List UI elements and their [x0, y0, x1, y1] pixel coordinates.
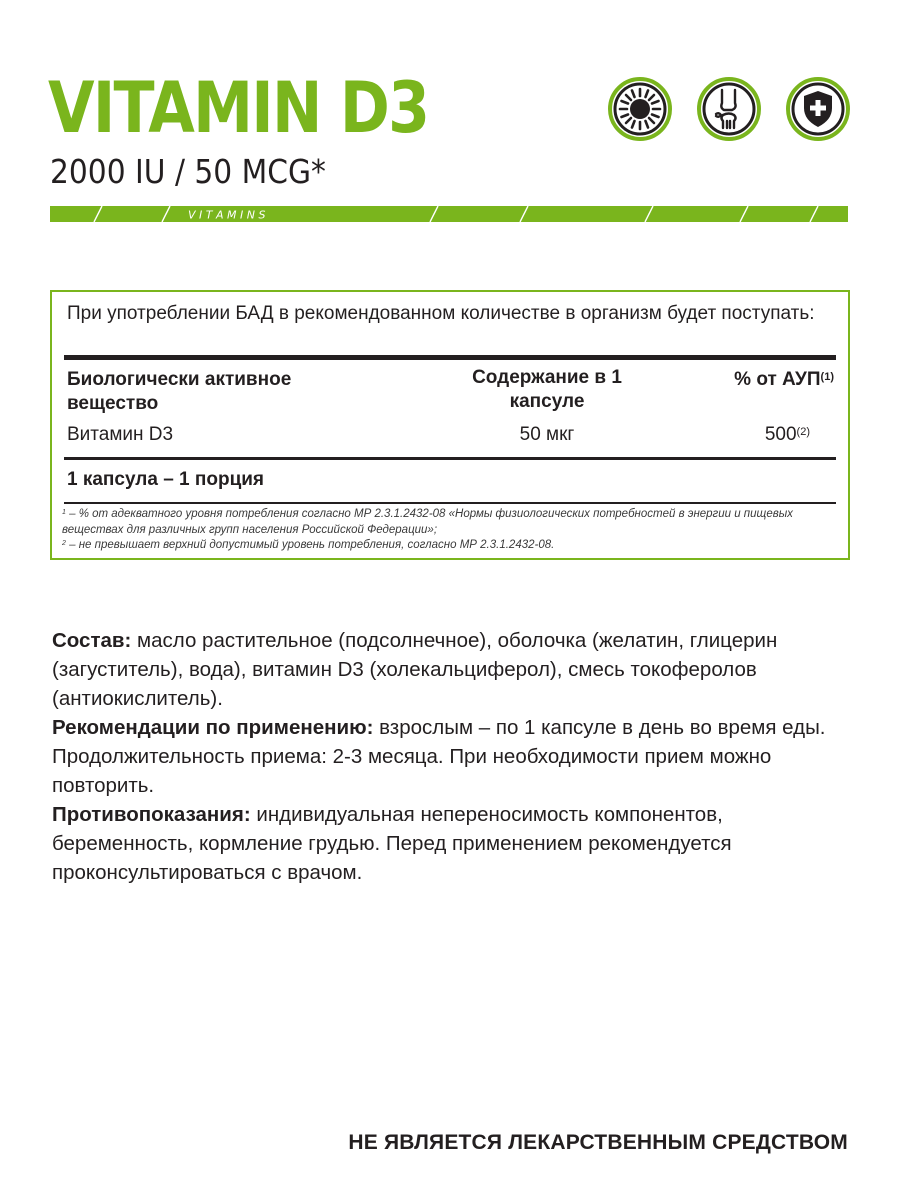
sun-icon	[607, 76, 673, 142]
table-cell-percent: 500$^{(2)}$	[764, 424, 810, 445]
product-description	[52, 626, 852, 887]
column-header-substance: Биологически активное вещество	[67, 369, 292, 414]
stripe-label: V I T A M I N S	[188, 208, 266, 222]
joint-icon	[696, 76, 762, 142]
usage-section	[52, 713, 852, 800]
product-title: VITAMIN D3	[48, 67, 429, 149]
footnote-ref: (2)	[796, 426, 810, 438]
divider	[64, 502, 836, 504]
composition-label: Состав:	[52, 629, 132, 652]
footnote-1: $^1$ – % от адекватного уровня потребления согласно МР 2.3.1.2432-08 «Нормы физиологических потребностей в энергии и пищевых веществах для различных групп населения Российской Федерации»;	[62, 508, 793, 536]
contraindications-section	[52, 800, 852, 887]
composition-text: масло растительное (подсолнечное), оболочка (желатин, глицерин (загуститель), вода), витамин D3 (холекальциферол), смесь токоферолов (антиокислитель).	[52, 629, 778, 710]
panel-intro: При употреблении БАД в рекомендованном количестве в организм будет поступать:	[67, 303, 815, 324]
divider	[64, 457, 836, 460]
footnote-2: $^2$ – не превышает верхний допустимый уровень потребления, согласно МР 2.3.1.2432-08.	[62, 539, 555, 551]
disclaimer: НЕ ЯВЛЯЕТСЯ ЛЕКАРСТВЕННЫМ СРЕДСТВОМ	[348, 1131, 848, 1154]
benefit-icons	[607, 76, 852, 142]
usage-text: взрослым – по 1 капсуле в день во время еды. Продолжительность приема: 2-3 месяца. При необходимости прием можно повторить.	[52, 716, 826, 797]
table-cell-amount: 50 мкг	[519, 424, 575, 445]
product-dosage: 2000 IU / 50 MCG*	[50, 152, 326, 191]
composition-section	[52, 626, 852, 713]
nutrition-panel	[50, 290, 850, 560]
shield-plus-icon	[785, 76, 851, 142]
contraindications-text: индивидуальная непереносимость компонентов, беременность, кормление грудью. Перед применением рекомендуется проконсультироваться с врачом.	[52, 803, 732, 884]
usage-label: Рекомендации по применению:	[52, 716, 374, 739]
column-header-amount: Содержание в 1 капсуле	[472, 367, 622, 412]
footnote-ref: (1)	[820, 371, 834, 383]
contraindications-label: Противопоказания:	[52, 803, 251, 826]
divider	[64, 355, 836, 360]
footnotes	[62, 507, 837, 554]
column-header-percent: % от АУП$^{(1)}$	[734, 369, 834, 390]
serving-size: 1 капсула – 1 порция	[67, 469, 265, 490]
table-cell-substance: Витамин D3	[67, 424, 174, 445]
brand-stripe	[50, 206, 848, 222]
